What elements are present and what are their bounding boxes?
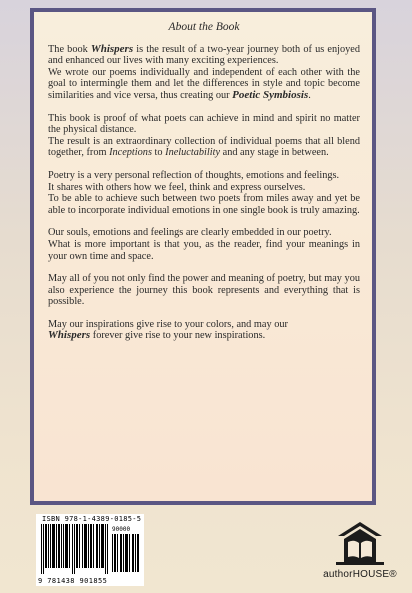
publisher-name: authorHOUSE® bbox=[323, 569, 397, 580]
para2-line1: This book is proof of what poets can achieve in mind and spirit no matter the physical distance. bbox=[48, 112, 360, 136]
isbn-label: ISBN 978-1-4389-0185-5 bbox=[42, 515, 142, 523]
para3-line1: Poetry is a very personal reflection of thoughts, emotions and feelings. bbox=[48, 169, 340, 181]
paragraph-3 bbox=[48, 170, 360, 216]
about-content bbox=[48, 22, 360, 353]
para1-line1: The book Whispers is the result of a two-year journey both of us enjoyed and enhanced our lives with many exciting experiences. bbox=[48, 42, 360, 67]
para6-line2: Whispers forever give rise to your new inspirations. bbox=[48, 329, 266, 342]
para3-line3: To be able to achieve such between two poets from miles away and yet be able to incorporate individual emotions in one single book is truly amazing. bbox=[48, 193, 360, 216]
paragraph-4 bbox=[48, 227, 360, 262]
para5-line1: May all of you not only find the power and meaning of poetry, but may you also experience the journey this book represents and everything that is possible. bbox=[48, 273, 360, 308]
barcode-bars bbox=[41, 524, 109, 574]
paragraph-5 bbox=[48, 273, 360, 308]
para4-line2: What is more important is that you, as the reader, find your meanings in your own time and space. bbox=[48, 238, 360, 262]
para3-line2: It shares with others how we feel, think and express ourselves. bbox=[48, 181, 306, 193]
publisher-mark bbox=[318, 520, 402, 586]
price-code: 90000 bbox=[112, 526, 131, 533]
page-title: About the Book bbox=[168, 21, 240, 33]
para4-line1: Our souls, emotions and feelings are clearly embedded in our poetry. bbox=[48, 227, 332, 239]
paragraph-1 bbox=[48, 44, 360, 102]
para6-line1: May our inspirations give rise to your colors, and may our bbox=[48, 318, 288, 330]
authorhouse-logo-icon bbox=[330, 520, 390, 568]
paragraph-6 bbox=[48, 319, 360, 342]
about-book-panel bbox=[30, 8, 376, 505]
para2-line2: The result is an extraordinary collection of individual poems that all blend together, from Inceptions to Ineluctability and any stage in between. bbox=[48, 135, 360, 159]
barcode-digits: 9 781438 901855 bbox=[38, 577, 108, 585]
para1-line2: We wrote our poems individually and independent of each other with the goal to intermingle them and let the differences in style and topic become similarities and vice versa, thus creating our Poetic Symbiosis. bbox=[48, 66, 360, 101]
paragraph-2 bbox=[48, 113, 360, 159]
isbn-barcode bbox=[36, 514, 144, 586]
price-barcode-bars bbox=[112, 534, 140, 572]
